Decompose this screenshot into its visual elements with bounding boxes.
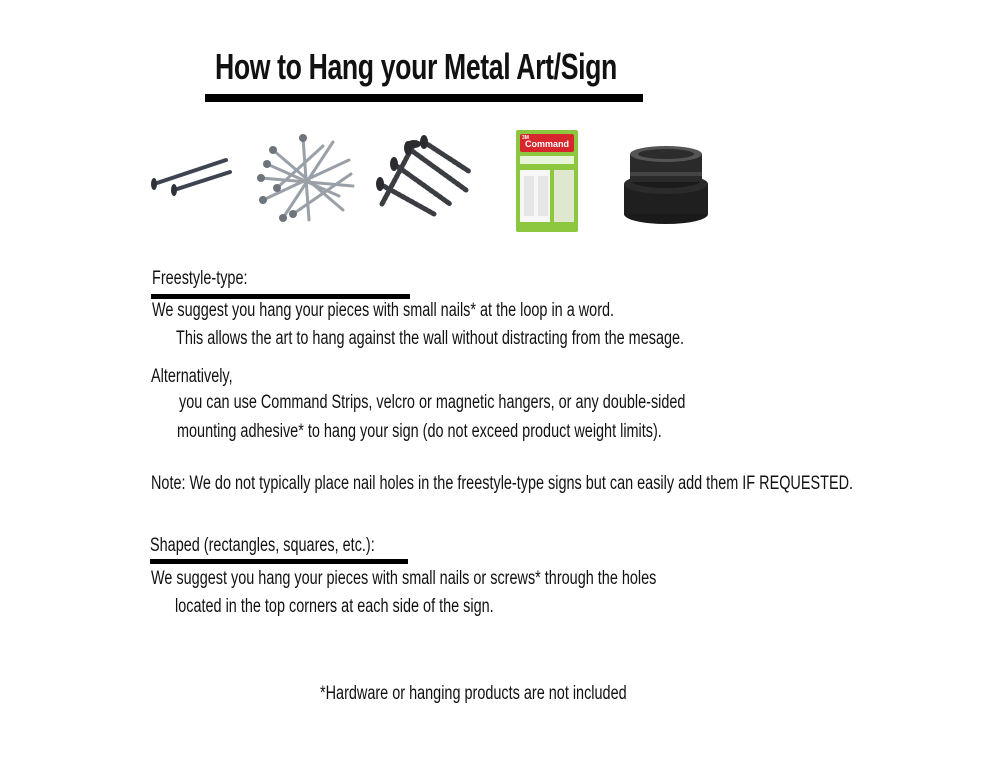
freestyle-note: Note: We do not typically place nail holes in the freestyle-type signs but can easily add them IF REQUESTED. xyxy=(151,473,854,494)
alternative-heading: Alternatively, xyxy=(151,366,233,387)
shaped-line-2: located in the top corners at each side of the sign. xyxy=(175,596,494,617)
title-underline xyxy=(205,94,643,102)
freestyle-line-1: We suggest you hang your pieces with small nails* at the loop in a word. xyxy=(152,300,615,321)
alternative-line-2: mounting adhesive* to hang your sign (do not exceed product weight limits). xyxy=(177,421,662,442)
shaped-heading: Shaped (rectangles, squares, etc.): xyxy=(150,535,375,556)
freestyle-line-2: This allows the art to hang against the wall without distracting from the mesage. xyxy=(176,328,685,349)
svg-text:Command: Command xyxy=(524,139,570,149)
page-title: How to Hang your Metal Art/Sign xyxy=(215,46,617,87)
alternative-line-1: you can use Command Strips, velcro or magnetic hangers, or any double-sided xyxy=(179,392,686,413)
nail-pile-icon xyxy=(253,130,359,226)
velcro-roll-icon xyxy=(620,140,712,232)
footnote: *Hardware or hanging products are not included xyxy=(320,683,627,704)
svg-text:3M: 3M xyxy=(522,135,529,141)
shaped-line-1: We suggest you hang your pieces with small nails or screws* through the holes xyxy=(151,568,657,589)
freestyle-heading: Freestyle-type: xyxy=(152,268,248,289)
freestyle-underline xyxy=(151,294,410,299)
nails-icon xyxy=(148,150,232,198)
command-strips-icon xyxy=(516,130,578,232)
screws-icon xyxy=(374,134,474,220)
shaped-underline xyxy=(150,559,408,564)
